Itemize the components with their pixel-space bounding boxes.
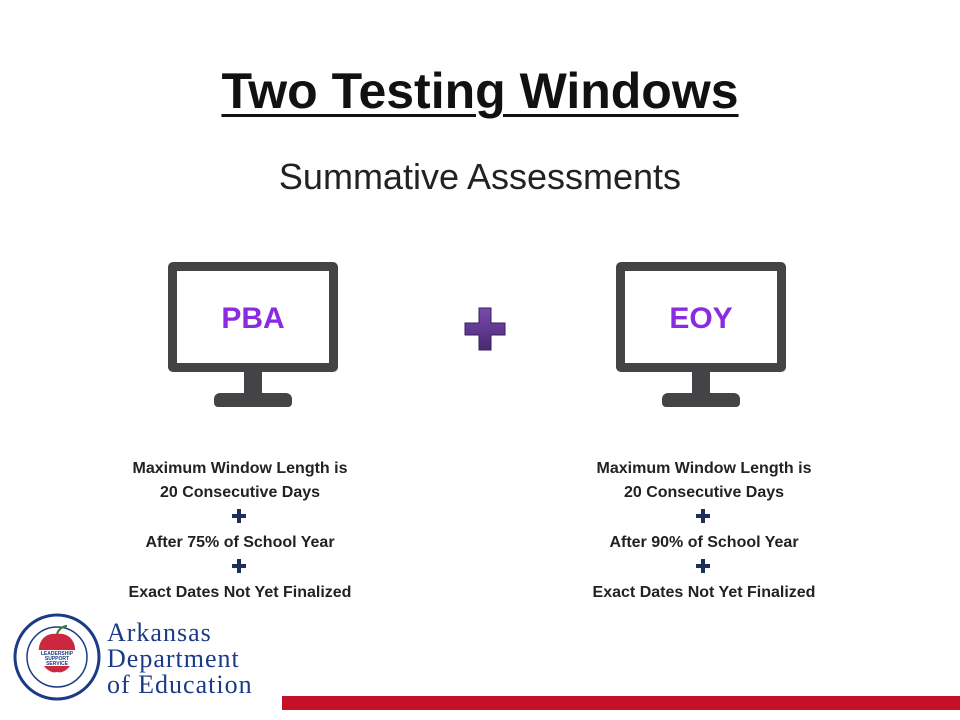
eoy-details xyxy=(554,457,854,605)
logo-line-3: of Education xyxy=(107,670,253,699)
logo-line-1: Arkansas xyxy=(107,618,212,647)
seal-text-2: SUPPORT xyxy=(44,656,70,662)
small-plus-icon xyxy=(554,555,854,581)
arkansas-doe-logo xyxy=(12,618,282,699)
pba-line-4: Exact Dates Not Yet Finalized xyxy=(128,584,352,601)
footer-bar xyxy=(282,696,960,710)
slide-subtitle: Summative Assessments xyxy=(278,156,682,197)
small-plus-icon xyxy=(90,555,390,581)
eoy-line-4: Exact Dates Not Yet Finalized xyxy=(592,584,816,601)
logo-line-2: Department xyxy=(107,644,240,673)
eoy-line-3: After 90% of School Year xyxy=(609,534,799,551)
pba-line-2: 20 Consecutive Days xyxy=(159,484,321,501)
slide-title: Two Testing Windows xyxy=(221,63,739,119)
seal-text-3: SERVICE xyxy=(46,661,68,667)
pba-details xyxy=(90,457,390,605)
eoy-monitor-icon xyxy=(616,262,786,412)
small-plus-icon xyxy=(90,505,390,531)
pba-monitor-icon xyxy=(168,262,338,412)
eoy-line-1: Maximum Window Length is xyxy=(596,460,812,477)
logo-wordmark xyxy=(107,620,253,698)
seal-text-1: LEADERSHIP xyxy=(40,651,74,657)
pba-line-3: After 75% of School Year xyxy=(145,534,335,551)
eoy-label: EOY xyxy=(669,302,733,335)
pba-line-1: Maximum Window Length is xyxy=(132,460,348,477)
plus-icon xyxy=(463,306,507,352)
small-plus-icon xyxy=(554,505,854,531)
eoy-line-2: 20 Consecutive Days xyxy=(623,484,785,501)
pba-label: PBA xyxy=(221,302,285,335)
monitor-base xyxy=(662,393,740,407)
monitor-base xyxy=(214,393,292,407)
education-seal-icon xyxy=(12,612,102,702)
